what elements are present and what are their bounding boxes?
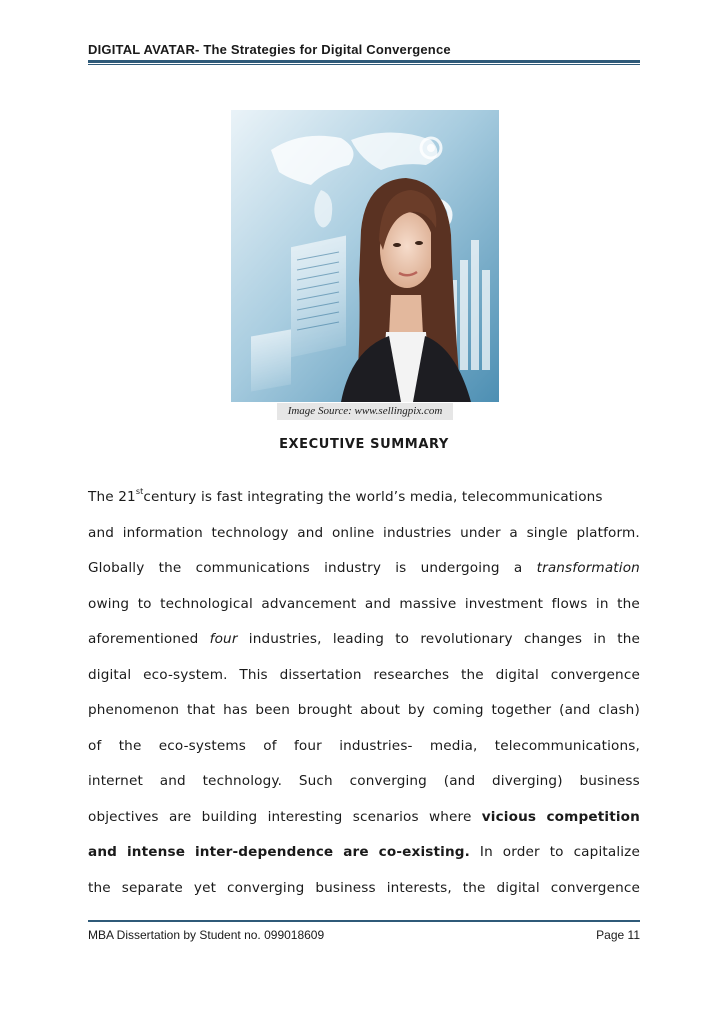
paragraph-line: phenomenon that has been brought about by coming together (and clash) <box>88 702 640 718</box>
paragraph-line: objectives are building interesting scenarios where vicious competition <box>88 808 640 825</box>
body-paragraph <box>88 484 640 910</box>
paragraph-line: and information technology and online industries under a single platform. <box>88 524 640 541</box>
paragraph-line: of the eco-systems of four industries- media, telecommunications, <box>88 737 640 754</box>
paragraph-line: internet and technology. Such converging (and diverging) business <box>88 773 640 789</box>
footer-author: MBA Dissertation by Student no. 099018609 <box>88 928 325 942</box>
cover-photo <box>231 110 499 402</box>
page-number: Page 11 <box>596 928 640 942</box>
paragraph-line: owing to technological advancement and massive investment flows in the <box>88 595 640 612</box>
line-text: The 21stcentury is fast integrating the world’s media, telecommunications <box>88 487 603 505</box>
paragraph-line: Globally the communications industry is undergoing a transformation <box>88 560 640 576</box>
running-header: DIGITAL AVATAR- The Strategies for Digital Convergence <box>88 42 451 57</box>
woman-hologram-illustration <box>231 110 499 402</box>
paragraph-line: and intense inter-dependence are co-existing. In order to capitalize <box>88 844 640 860</box>
header-rule-thin <box>88 64 640 65</box>
paragraph-line: the separate yet converging business interests, the digital convergence <box>88 879 640 896</box>
paragraph-line: aforementioned four industries, leading to revolutionary changes in the <box>88 631 640 647</box>
footer-rule <box>88 920 640 922</box>
section-title: EXECUTIVE SUMMARY <box>279 437 449 452</box>
paragraph-line: digital eco-system. This dissertation researches the digital convergence <box>88 666 640 683</box>
paragraph-line <box>88 484 640 520</box>
header-rule <box>88 60 640 63</box>
image-caption: Image Source: www.sellingpix.com <box>277 403 453 420</box>
